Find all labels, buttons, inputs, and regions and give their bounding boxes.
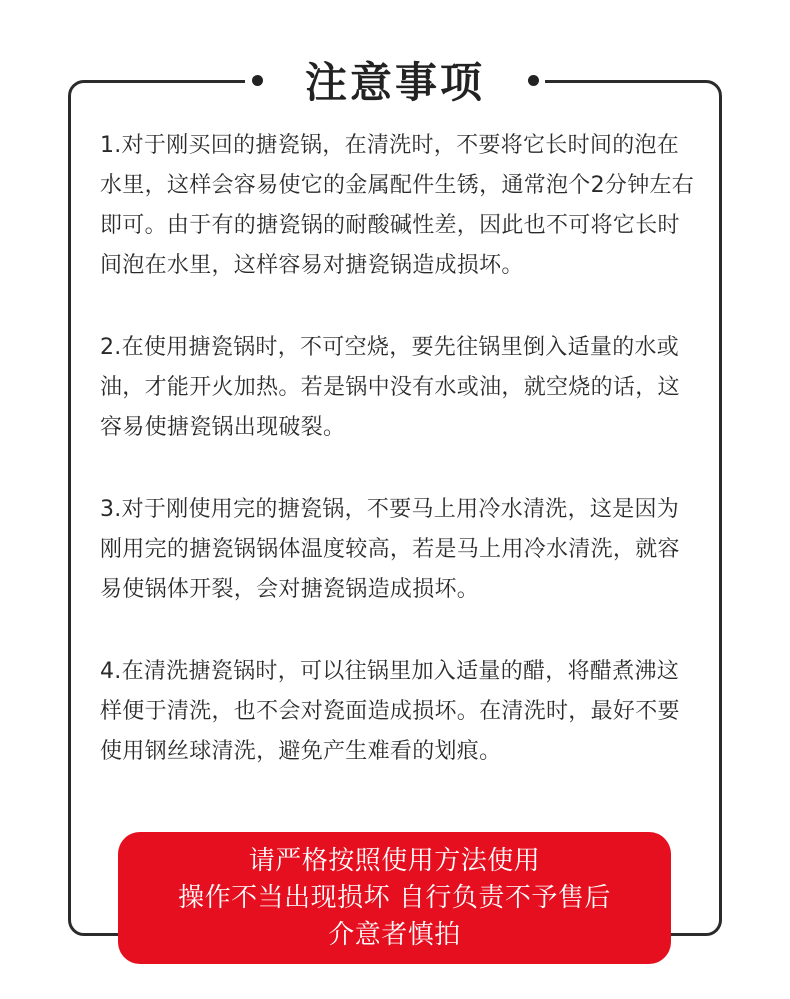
title-block xyxy=(245,52,545,108)
warning-line-2: 操作不当出现损坏 自行负责不予售后 xyxy=(178,882,611,913)
warning-banner xyxy=(118,832,671,964)
title-left-dot xyxy=(252,75,263,86)
title-right-dot xyxy=(528,75,539,86)
instruction-3: 3.对于刚使用完的搪瓷锅，不要马上用冷水清洗，这是因为刚用完的搪瓷锅锅体温度较高，若是马上用冷水清洗，就容易使锅体开裂，会对搪瓷锅造成损坏。 xyxy=(100,497,680,602)
page-title: 注意事项 xyxy=(304,58,485,107)
instruction-1: 1.对于刚买回的搪瓷锅，在清洗时，不要将它长时间的泡在水里，这样会容易使它的金属配件生锈，通常泡个2分钟左右即可。由于有的搪瓷锅的耐酸碱性差，因此也不可将它长时间泡在水里，这样容易对搪瓷锅造成损坏。 xyxy=(100,133,695,278)
warning-line-1: 请严格按照使用方法使用 xyxy=(248,845,541,876)
instruction-4: 4.在清洗搪瓷锅时，可以往锅里加入适量的醋，将醋煮沸这样便于清洗，也不会对瓷面造成损坏。在清洗时，最好不要使用钢丝球清洗，避免产生难看的划痕。 xyxy=(100,659,680,764)
warning-line-3: 介意者慎拍 xyxy=(328,919,461,950)
instructions-list xyxy=(100,126,700,814)
instruction-2: 2.在使用搪瓷锅时，不可空烧，要先往锅里倒入适量的水或油，才能开火加热。若是锅中没有水或油，就空烧的话，这容易使搪瓷锅出现破裂。 xyxy=(100,335,680,440)
